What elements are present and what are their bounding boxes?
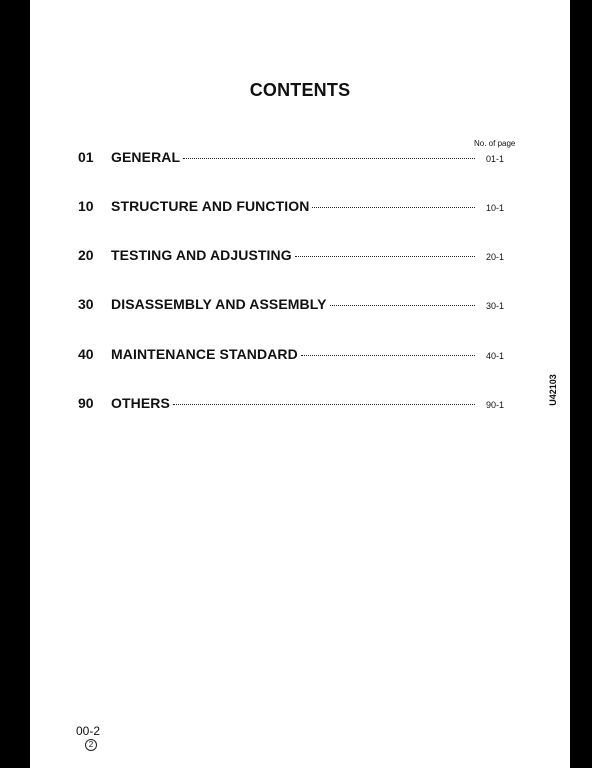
page-column-header: No. of page [474, 139, 516, 148]
toc-entry-testing-and-adjusting[interactable] [78, 247, 512, 267]
toc-entry-page: 10-1 [486, 203, 505, 213]
toc-entry-title: TESTING AND ADJUSTING [111, 247, 292, 263]
document-code-text: U42103 [548, 374, 558, 406]
toc-entry-general[interactable] [78, 149, 512, 169]
toc-entry-title: OTHERS [111, 395, 170, 411]
toc-entry-number: 20 [78, 247, 94, 263]
toc-entry-page: 01-1 [486, 154, 505, 164]
toc-entry-page: 90-1 [486, 400, 505, 410]
toc-entry-number: 40 [78, 346, 94, 362]
dot-leader [301, 355, 475, 356]
toc-entry-structure-and-function[interactable] [78, 198, 512, 218]
dot-leader [173, 404, 475, 405]
toc-entry-title: GENERAL [111, 149, 181, 165]
toc-entry-title: DISASSEMBLY AND ASSEMBLY [111, 296, 327, 312]
dot-leader [330, 305, 475, 306]
toc-entry-maintenance-standard[interactable] [78, 346, 512, 366]
dot-leader [295, 256, 475, 257]
toc-entry-page: 30-1 [486, 301, 505, 311]
page-title: CONTENTS [249, 80, 351, 100]
document-code [538, 370, 568, 410]
revision-mark-icon: 2 [85, 739, 97, 751]
toc-entry-number: 30 [78, 296, 94, 312]
toc-entry-number: 90 [78, 395, 94, 411]
footer-page-number: 00-2 [76, 724, 101, 738]
toc-entry-title: STRUCTURE AND FUNCTION [111, 198, 310, 214]
toc-entry-page: 20-1 [486, 252, 505, 262]
dot-leader [183, 158, 475, 159]
toc-entry-title: MAINTENANCE STANDARD [111, 346, 298, 362]
toc-entry-page: 40-1 [486, 351, 505, 361]
toc-entry-number: 10 [78, 198, 94, 214]
toc-entry-others[interactable] [78, 395, 512, 415]
document-page [30, 0, 570, 768]
toc-entry-disassembly-and-assembly[interactable] [78, 296, 512, 316]
dot-leader [312, 207, 475, 208]
toc-entry-number: 01 [78, 149, 94, 165]
